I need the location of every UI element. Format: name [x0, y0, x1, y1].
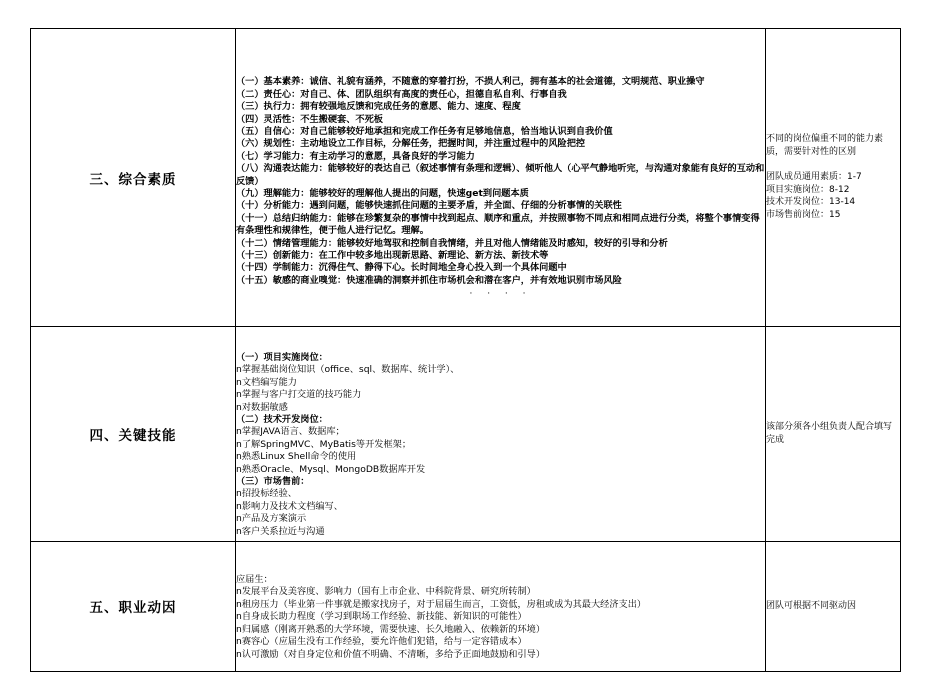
detail-line: （十一）总结归纳能力：能够在珍繁复杂的事情中找到起点、顺序和重点，并按照事物不同点和相同点进行分类，将整个事情变得有条理性和规律性，便于他人进行记忆。理解。: [236, 212, 760, 237]
row-details-cell: [236, 29, 766, 327]
spreadsheet-sheet: [0, 28, 950, 700]
detail-line: n掌握与客户打交道的技巧能力: [236, 389, 362, 401]
detail-line: （二）技术开发岗位：: [236, 413, 328, 425]
detail-line: （五）自信心：对自己能够较好地承担和完成工作任务有足够地信息，恰当地认识到自我价值: [236, 125, 613, 137]
detail-line: （三）执行力：拥有较强地反馈和完成任务的意愿、能力、速度、程度: [236, 101, 521, 113]
detail-line: n掌握基础岗位知识（office、sql、数据库、统计学）、: [236, 364, 460, 376]
detail-line: n对数据敏感: [236, 401, 288, 413]
note-line: 不同的岗位偏重不同的能力素质，需要针对性的区别: [766, 134, 884, 158]
note-line: [766, 159, 900, 172]
detail-line: n自身成长助力程度（学习到职场工作经验、新技能、新知识的可能性）: [236, 611, 527, 623]
row-details-cell: [236, 542, 766, 672]
detail-line: n租房压力（毕业第一件事就是搬家找房子，对于屈届生而言，工资低，房租或成为其最大经济支出）: [236, 598, 647, 610]
detail-line: n产品及方案演示: [236, 513, 307, 525]
detail-line: （六）规划性：主动地设立工作目标，分解任务，把握时间，并注重过程中的风险把控: [236, 138, 586, 150]
detail-trailing-dots: · · · ·: [469, 289, 532, 300]
detail-line: n客户关系拉近与沟通: [236, 525, 325, 537]
row-notes-cell: [766, 327, 901, 542]
detail-line: n了解SpringMVC、MyBatis等开发框架；: [236, 438, 412, 450]
detail-line: （一）项目实施岗位：: [236, 351, 328, 363]
row-notes-cell: [766, 29, 901, 327]
details-spacer: [236, 54, 765, 76]
detail-line: （七）学习能力：有主动学习的意愿，具备良好的学习能力: [236, 150, 475, 162]
table-row: [31, 327, 901, 542]
row-category-label: 五、职业动因: [89, 599, 177, 616]
detail-line: 应届生：: [236, 574, 273, 586]
detail-line: （三）市场售前：: [236, 476, 310, 488]
details-spacer: [236, 330, 765, 352]
note-line: 团队成员通用素质：1-7: [766, 172, 862, 183]
row-details-cell: [236, 327, 766, 542]
row-notes-cell: [766, 542, 901, 672]
detail-line: n熟悉Oracle、Mysql、MongoDB数据库开发: [236, 463, 426, 475]
detail-line: n文档编写能力: [236, 376, 297, 388]
row-category-cell: [31, 327, 236, 542]
detail-line: （二）责任心：对自己、体、团队组织有高度的责任心，担德自私自利、行事自我: [236, 88, 567, 100]
note-line: 市场售前岗位：15: [766, 209, 841, 220]
detail-line: （九）理解能力：能够较好的理解他人提出的问题，快速get到问题本质: [236, 188, 529, 199]
detail-line: （十）分析能力：遇到问题，能够快速抓住问题的主要矛盾，并全面、仔细的分析事情的关联性: [236, 200, 622, 212]
detail-line: （十三）创新能力：在工作中较多地出现新思路、新理论、新方法、新技术等: [236, 250, 549, 262]
detail-line: （十二）情绪管理能力：能够较好地驾驭和控制自我情绪，并且对他人情绪能及时感知，较好的引导和分析: [236, 237, 668, 249]
row-category-cell: [31, 542, 236, 672]
detail-line: （十四）学制能力：沉得住气、静得下心。长时间地全身心投入到一个具体问题中: [236, 262, 567, 274]
competency-table: [30, 28, 901, 672]
detail-line: n发展平台及美容度、影响力（国有上市企业、中科院背景、研究所转制）: [236, 586, 536, 598]
row-category-label: 四、关键技能: [89, 428, 177, 444]
detail-line: （十五）敏感的商业嗅觉：快速准确的洞察并抓住市场机会和潜在客户，并有效地识别市场风险: [236, 274, 622, 286]
detail-line: n归属感（刚离开熟悉的大学环境，需要快速、长久地融入、依赖新的环境）: [236, 623, 546, 635]
note-line: 项目实施岗位：8-12: [766, 184, 850, 195]
details-spacer: [236, 552, 765, 574]
detail-line: n招投标经验、: [236, 488, 297, 500]
row-category-label: 三、综合素质: [89, 171, 177, 188]
table-row: [31, 542, 901, 672]
note-line: 技术开发岗位：13-14: [766, 197, 856, 208]
detail-line: n熟悉Linux Shell命令的使用: [236, 451, 357, 463]
row-category-cell: [31, 29, 236, 327]
detail-line: （四）灵活性：不生搬硬套、不死板: [236, 113, 383, 125]
detail-line: n掌握JAVA语言、数据库；: [236, 426, 345, 438]
detail-line: n认可激励（对自身定位和价值不明确、不清晰，多给予正面地鼓励和引导）: [236, 648, 546, 660]
detail-line: n赛容心（应届生没有工作经验，要允许他们犯错，给与一定容错成本）: [236, 636, 527, 648]
note-line: 团队可根据不同驱动因: [766, 601, 857, 612]
note-line: 该部分须各小组负责人配合填写完成: [766, 422, 893, 445]
table-row: [31, 29, 901, 327]
detail-line: （八）沟通表达能力：能够较好的表达自己（叙述事情有条理和逻辑）、倾听他人（心平气静地听完，与沟通对象能有良好的互动和反馈）: [236, 163, 765, 187]
detail-line: n影响力及技术文档编写、: [236, 500, 343, 512]
detail-line: （一）基本素养：诚信、礼貌有涵养，不随意的穿着打扮，不损人利己，拥有基本的社会道德，文明规范、职业操守: [236, 76, 705, 88]
